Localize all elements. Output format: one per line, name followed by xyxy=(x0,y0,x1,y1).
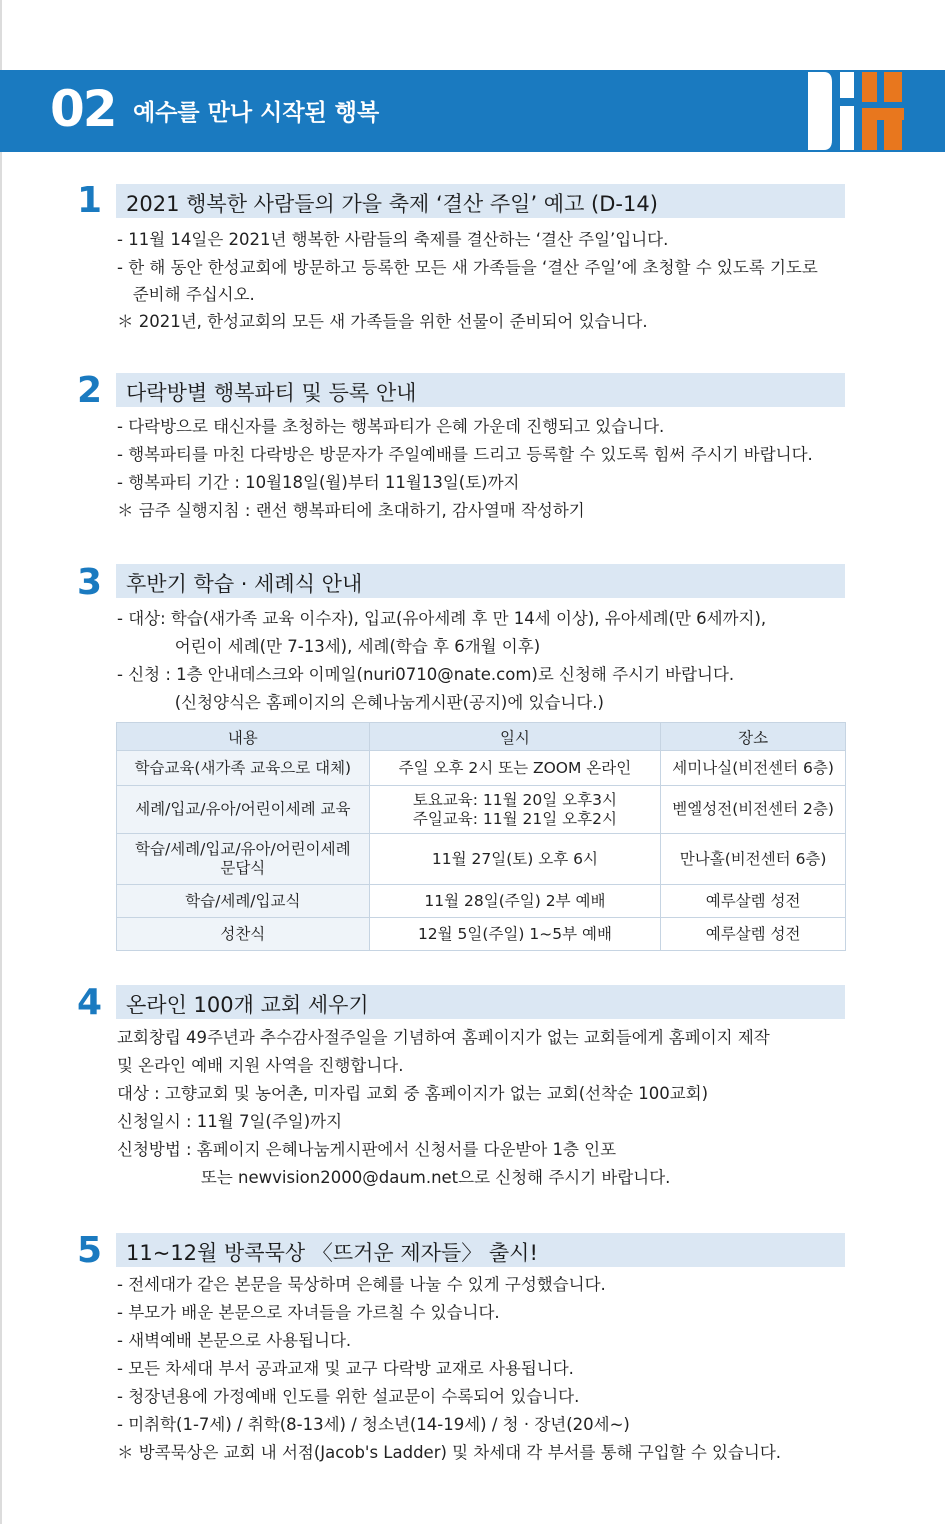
section-3-number: 3 xyxy=(77,562,103,603)
page-border xyxy=(0,0,2,1524)
section-2-line: ＊ 금주 실행지침 : 랜선 행복파티에 초대하기, 감사열매 작성하기 xyxy=(117,501,585,520)
section-5-line: - 미취학(1-7세) / 취학(8-13세) / 청소년(14-19세) / 청 · 장년(20세~) xyxy=(117,1415,630,1434)
section-5-title: 11~12월 방콕묵상 〈뜨거운 제자들〉 출시! xyxy=(126,1241,538,1265)
table-cell: 만나홀(비전센터 6층) xyxy=(661,834,846,885)
section-3-line: (신청양식은 홈페이지의 은혜나눔게시판(공지)에 있습니다.) xyxy=(117,693,604,712)
section-5-title-bar xyxy=(116,1233,845,1267)
header-number: 02 xyxy=(50,80,116,138)
schedule-table xyxy=(116,722,846,951)
section-4-title: 온라인 100개 교회 세우기 xyxy=(126,993,369,1017)
section-4-line: 신청일시 : 11월 7일(주일)까지 xyxy=(117,1112,343,1131)
section-4-line: 대상 : 고향교회 및 농어촌, 미자립 교회 중 홈페이지가 없는 교회(선착순 100교회) xyxy=(117,1084,709,1103)
table-row xyxy=(117,834,846,885)
section-3-line: 어린이 세례(만 7-13세), 세례(학습 후 6개월 이후) xyxy=(117,637,541,656)
section-1-title: 2021 행복한 사람들의 가을 축제 ‘결산 주일’ 예고 (D-14) xyxy=(126,192,658,216)
section-2-number: 2 xyxy=(77,370,103,411)
section-3-line: - 신청 : 1층 안내데스크와 이메일(nuri0710@nate.com)로 신청해 주시기 바랍니다. xyxy=(117,665,735,684)
section-5-number: 5 xyxy=(77,1230,103,1271)
section-2-line: - 행복파티 기간 : 10월18일(월)부터 11월13일(토)까지 xyxy=(117,473,520,492)
table-cell: 학습/세례/입교식 xyxy=(117,885,370,918)
section-3-title-bar xyxy=(116,564,845,598)
table-cell: 11월 28일(주일) 2부 예배 xyxy=(369,885,661,918)
table-row xyxy=(117,918,846,951)
table-cell: 벧엘성전(비전센터 2층) xyxy=(661,786,846,834)
section-5-line: - 부모가 배운 본문으로 자녀들을 가르칠 수 있습니다. xyxy=(117,1303,500,1322)
table-cell: 12월 5일(주일) 1~5부 예배 xyxy=(369,918,661,951)
table-cell: 세미나실(비전센터 6층) xyxy=(661,751,846,786)
section-1-line: - 11월 14일은 2021년 행복한 사람들의 축제를 결산하는 ‘결산 주일’입니다. xyxy=(117,230,669,249)
table-cell: 세례/입교/유아/어린이세례 교육 xyxy=(117,786,370,834)
section-4-line: 신청방법 : 홈페이지 은혜나눔게시판에서 신청서를 다운받아 1층 인포 xyxy=(117,1140,617,1159)
table-header-row xyxy=(117,723,846,751)
section-4-line: 또는 newvision2000@daum.net으로 신청해 주시기 바랍니다. xyxy=(117,1168,671,1187)
section-5-line: - 새벽예배 본문으로 사용됩니다. xyxy=(117,1331,352,1350)
section-1-line: ＊ 2021년, 한성교회의 모든 새 가족들을 위한 선물이 준비되어 있습니다. xyxy=(117,312,648,331)
section-2-title: 다락방별 행복파티 및 등록 안내 xyxy=(126,381,417,405)
section-2-line: - 행복파티를 마친 다락방은 방문자가 주일예배를 드리고 등록할 수 있도록 힘써 주시기 바랍니다. xyxy=(117,445,813,464)
section-1-line: 준비해 주십시오. xyxy=(117,285,255,304)
table-cell: 11월 27일(토) 오후 6시 xyxy=(369,834,661,885)
section-4-line: 교회창립 49주년과 추수감사절주일을 기념하여 홈페이지가 없는 교회들에게 홈페이지 제작 xyxy=(117,1028,770,1047)
section-2-title-bar xyxy=(116,373,845,407)
section-1-line: - 한 해 동안 한성교회에 방문하고 등록한 모든 새 가족들을 ‘결산 주일’에 초청할 수 있도록 기도로 xyxy=(117,258,818,277)
section-4-line: 및 온라인 예배 지원 사역을 진행합니다. xyxy=(117,1056,404,1075)
church-logo-icon xyxy=(802,70,905,152)
section-3-line: - 대상: 학습(새가족 교육 이수자), 입교(유아세례 후 만 14세 이상), 유아세례(만 6세까지), xyxy=(117,609,767,628)
table-header-cell: 일시 xyxy=(369,723,661,751)
section-5-line: - 모든 차세대 부서 공과교재 및 교구 다락방 교재로 사용됩니다. xyxy=(117,1359,574,1378)
table-row xyxy=(117,786,846,834)
section-4-title-bar xyxy=(116,985,845,1019)
table-header-cell: 내용 xyxy=(117,723,370,751)
table-row xyxy=(117,885,846,918)
section-2-line: - 다락방으로 태신자를 초청하는 행복파티가 은혜 가운데 진행되고 있습니다. xyxy=(117,417,665,436)
section-5-line: - 청장년용에 가정예배 인도를 위한 설교문이 수록되어 있습니다. xyxy=(117,1387,580,1406)
header-title: 예수를 만나 시작된 행복 xyxy=(133,100,380,126)
table-row xyxy=(117,751,846,786)
section-5-line: ＊ 방콕묵상은 교회 내 서점(Jacob's Ladder) 및 차세대 각 부서를 통해 구입할 수 있습니다. xyxy=(117,1443,782,1462)
table-cell: 학습/세례/입교/유아/어린이세례 문답식 xyxy=(117,834,370,885)
table-cell: 토요교육: 11월 20일 오후3시 주일교육: 11월 21일 오후2시 xyxy=(369,786,661,834)
table-cell: 예루살렘 성전 xyxy=(661,918,846,951)
table-cell: 예루살렘 성전 xyxy=(661,885,846,918)
section-4-number: 4 xyxy=(77,982,103,1023)
section-1-title-bar xyxy=(116,184,845,218)
table-cell: 학습교육(새가족 교육으로 대체) xyxy=(117,751,370,786)
section-5-line: - 전세대가 같은 본문을 묵상하며 은혜를 나눌 수 있게 구성했습니다. xyxy=(117,1275,606,1294)
section-3-title: 후반기 학습 · 세례식 안내 xyxy=(126,572,363,596)
table-cell: 주일 오후 2시 또는 ZOOM 온라인 xyxy=(369,751,661,786)
section-1-number: 1 xyxy=(77,180,103,221)
table-cell: 성찬식 xyxy=(117,918,370,951)
table-header-cell: 장소 xyxy=(661,723,846,751)
